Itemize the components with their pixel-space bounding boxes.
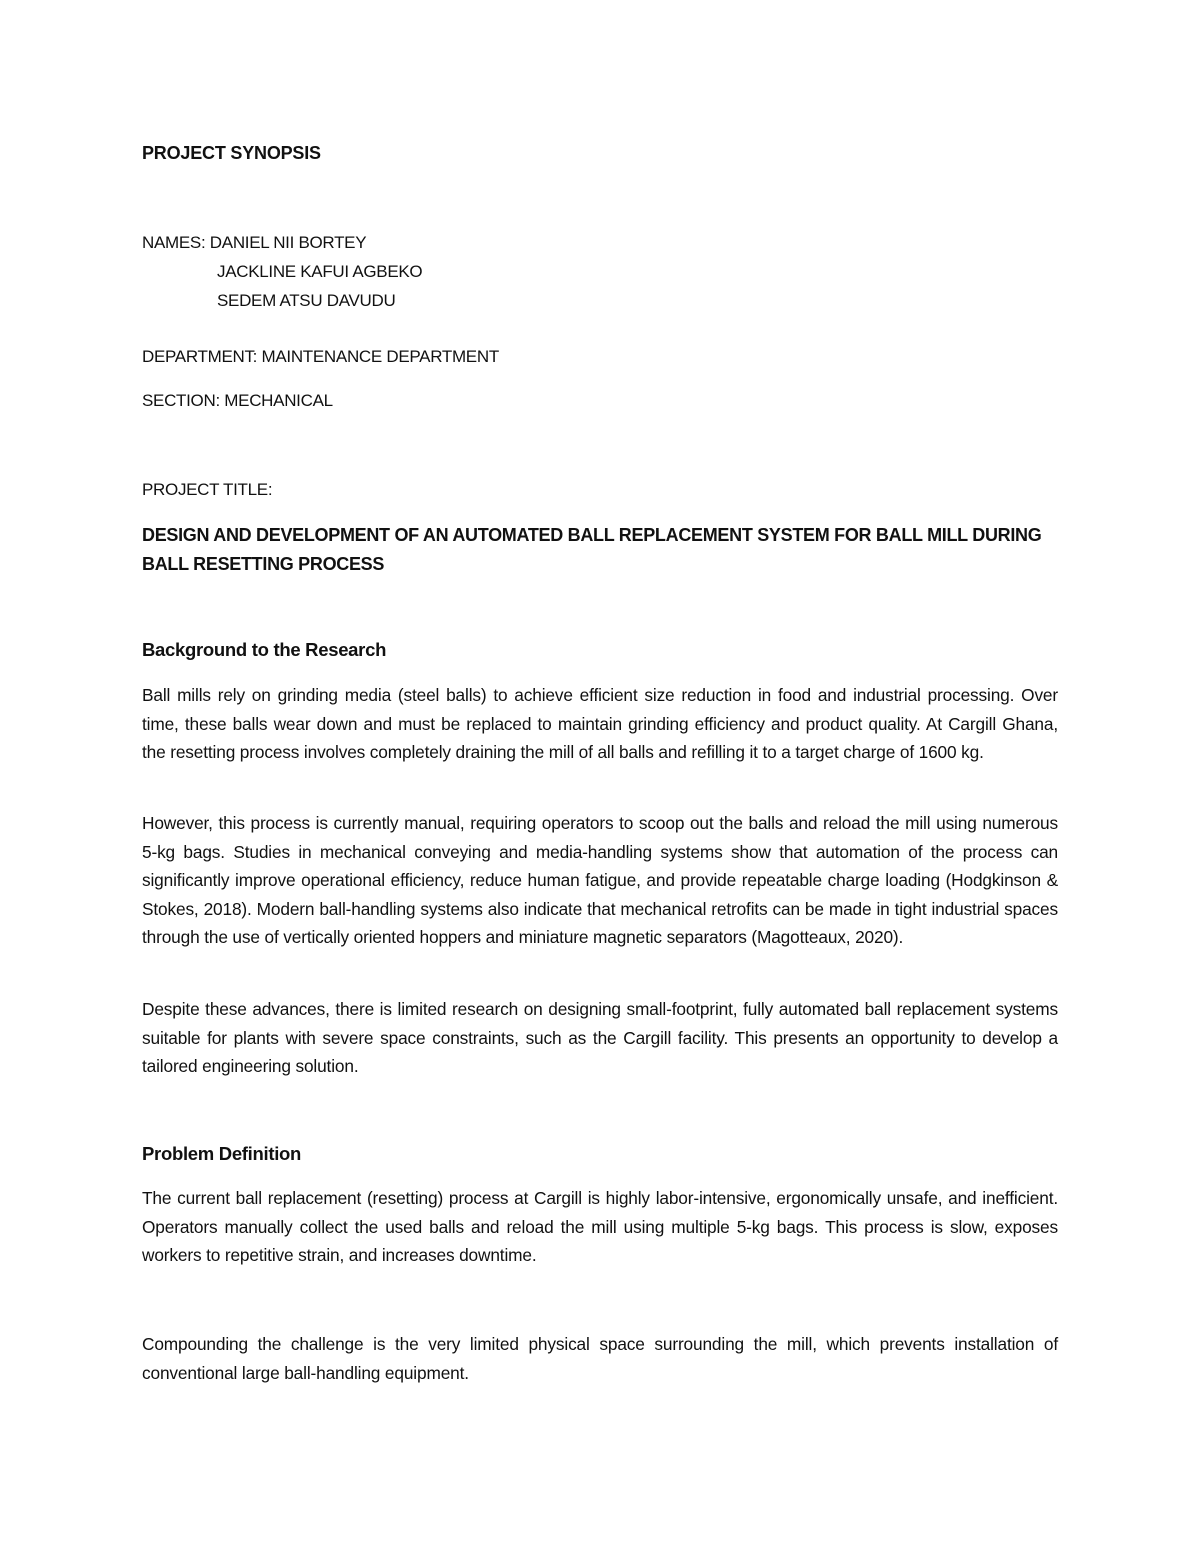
name-2: JACKLINE KAFUI AGBEKO xyxy=(217,262,423,281)
section-line: SECTION: MECHANICAL xyxy=(142,391,333,410)
document-title: PROJECT SYNOPSIS xyxy=(142,143,321,163)
problem-paragraph-2: Compounding the challenge is the very limited physical space surrounding the mill, which prevents installation of conventional large ball-handling equipment. xyxy=(142,1334,1058,1383)
background-paragraph-3: Despite these advances, there is limited research on designing small-footprint, fully automated ball replacement systems suitable for plants with severe space constraints, such as the Cargill facility. This presents an opportunity to develop a tailored engineering solution. xyxy=(142,999,1058,1077)
project-title: DESIGN AND DEVELOPMENT OF AN AUTOMATED BALL REPLACEMENT SYSTEM FOR BALL MILL DURING BALL RESETTING PROCESS xyxy=(142,525,1042,574)
background-paragraph-1: Ball mills rely on grinding media (steel balls) to achieve efficient size reduction in food and industrial processing. Over time, these balls wear down and must be replaced to maintain grinding efficiency and product quality. At Cargill Ghana, the resetting process involves completely draining the mill of all balls and refilling it to a target charge of 1600 kg. xyxy=(142,685,1058,763)
problem-paragraph-1: The current ball replacement (resetting) process at Cargill is highly labor-intensive, ergonomically unsafe, and inefficient. Operators manually collect the used balls and reload the mill using multiple 5-kg bags. This process is slow, exposes workers to repetitive strain, and increases downtime. xyxy=(142,1188,1058,1266)
department-line: DEPARTMENT: MAINTENANCE DEPARTMENT xyxy=(142,347,499,366)
problem-heading: Problem Definition xyxy=(142,1143,302,1164)
background-heading: Background to the Research xyxy=(142,639,387,660)
name-3: SEDEM ATSU DAVUDU xyxy=(217,291,396,310)
names-line: NAMES: DANIEL NII BORTEY xyxy=(142,233,367,252)
background-paragraph-2: However, this process is currently manual, requiring operators to scoop out the balls and reload the mill using numerous 5-kg bags. Studies in mechanical conveying and media-handling systems show that automation of the process can significantly improve operational efficiency, reduce human fatigue, and provide repeatable charge loading (Hodgkinson & Stokes, 2018). Modern ball-handling systems also indicate that mechanical retrofits can be made in tight industrial spaces through the use of vertically oriented hoppers and miniature magnetic separators (Magotteaux, 2020). xyxy=(142,813,1058,948)
project-title-label: PROJECT TITLE: xyxy=(142,480,273,499)
